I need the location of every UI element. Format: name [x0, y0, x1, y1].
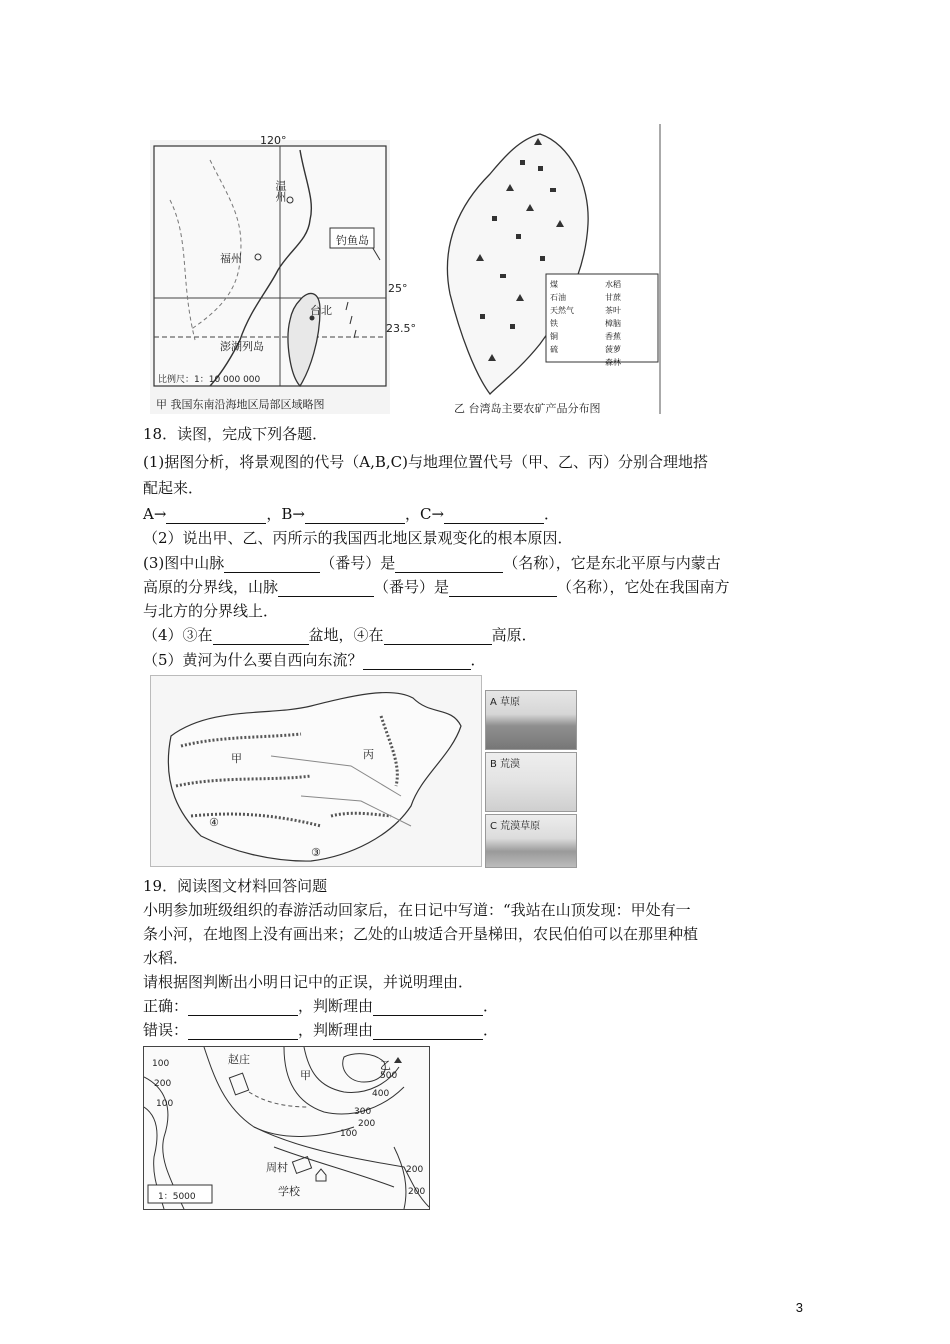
map-a-caption: 甲 我国东南沿海地区局部区域略图 [156, 398, 325, 411]
legend-item: 煤 [550, 280, 558, 289]
china-label-3: ③ [311, 846, 321, 859]
q19-correct-line: 正确： ，判断理由 ． [143, 997, 499, 1015]
photo-b-label: B 荒漠 [490, 759, 521, 770]
q18-p3-line2: 高原的分界线，山脉 （番号）是 （名称），它处在我国南方 [143, 578, 730, 596]
taiwan-drawing [420, 124, 662, 414]
contour-map [143, 1046, 430, 1210]
contour-100-a: 100 [152, 1059, 170, 1069]
lon-label-120: 120° [260, 134, 287, 147]
contour-200-a: 200 [154, 1079, 172, 1089]
q19-p1-line2: 条小河，在地图上没有画出来；乙处的山坡适合开垦梯田，农民伯伯可以在那里种植 [143, 925, 699, 943]
village-zhoucun: 周村 [266, 1161, 288, 1174]
taiwan-legend [550, 278, 656, 369]
lat-label-25: 25° [388, 282, 408, 295]
q19-wrong-line: 错误： ，判断理由 ． [143, 1021, 499, 1039]
q18-p5: （5）黄河为什么要自西向东流？ ． [143, 651, 486, 669]
china-label-jia: 甲 [231, 752, 242, 765]
contour-400: 400 [372, 1089, 390, 1099]
q18-p4: （4）③在 盆地，④在 高原． [143, 626, 537, 644]
legend-item: 香蕉 [605, 332, 621, 341]
photo-a-label: A 草原 [490, 697, 521, 708]
china-map-drawing [151, 676, 481, 866]
blank-mountain-1-number[interactable] [224, 557, 320, 573]
photo-grassland [485, 690, 577, 750]
legend-item: 茶叶 [605, 306, 621, 315]
contour-map-scale: 1：5000 [158, 1192, 196, 1202]
legend-item: 铁 [550, 319, 558, 328]
label-b: ，B→ [266, 505, 305, 523]
map-b-caption: 乙 台湾岛主要农矿产品分布图 [454, 402, 601, 415]
china-map [150, 675, 482, 867]
label-a: A→ [143, 505, 167, 523]
map-southeast-coast [150, 134, 416, 414]
blank-correct[interactable] [188, 1000, 298, 1016]
legend-item: 硫 [550, 345, 558, 354]
legend-item: 甘蔗 [605, 293, 621, 302]
city-taipei: 台北 [310, 304, 332, 317]
lat-label-23-5: 23.5° [386, 322, 416, 335]
blank-a[interactable] [166, 508, 266, 524]
contour-100-b: 100 [156, 1099, 174, 1109]
page-number: 3 [795, 1300, 803, 1315]
contour-300: 300 [354, 1107, 372, 1117]
legend-item: 天然气 [550, 306, 574, 315]
city-fuzhou: 福州 [220, 252, 242, 265]
china-label-4: ④ [209, 816, 219, 829]
china-label-bing: 丙 [363, 748, 374, 761]
point-yi: 乙 [380, 1059, 391, 1072]
contour-200-c: 200 [406, 1165, 424, 1175]
city-wenzhou: 温州 [274, 180, 287, 202]
q18-p1-line1: (1)据图分析，将景观图的代号（A,B,C)与地理位置代号（甲、乙、丙）分别合理地搭 [143, 453, 708, 471]
blank-mountain-2-name[interactable] [449, 581, 557, 597]
q18-p2: （2）说出甲、乙、丙所示的我国西北地区景观变化的根本原因． [143, 529, 573, 547]
blank-basin[interactable] [213, 629, 309, 645]
contour-200-b: 200 [358, 1119, 376, 1129]
blank-wrong-reason[interactable] [373, 1024, 483, 1040]
map-taiwan-products [420, 124, 662, 414]
contour-500: 500 [380, 1071, 398, 1081]
q18-p1-line2: 配起来． [143, 479, 204, 497]
photo-desert-grassland [485, 814, 577, 868]
q18-p3-line3: 与北方的分界线上． [143, 602, 279, 620]
blank-yellow-river[interactable] [363, 654, 471, 670]
contour-100-c: 100 [340, 1129, 358, 1139]
village-zhaozhuang: 赵庄 [228, 1053, 250, 1066]
legend-item: 樟脑 [605, 319, 621, 328]
diaoyu-island-label: 钓鱼岛 [336, 234, 369, 247]
q19-p1-line3: 水稻． [143, 949, 189, 967]
blank-wrong[interactable] [188, 1024, 298, 1040]
photo-c-label: C 荒漠草原 [490, 821, 541, 832]
q18-title: 18．读图，完成下列各题． [143, 425, 328, 443]
legend-item: 铜 [550, 332, 558, 341]
blank-c[interactable] [444, 508, 544, 524]
penghu-islands-label: 澎湖列岛 [220, 340, 264, 353]
q18-match-line: A→ ，B→ ，C→ ． [143, 505, 560, 523]
contour-200-d: 200 [408, 1187, 426, 1197]
legend-item: 石油 [550, 293, 566, 302]
legend-item: 森林 [605, 358, 621, 367]
point-jia: 甲 [300, 1069, 311, 1082]
blank-correct-reason[interactable] [373, 1000, 483, 1016]
q19-title: 19．阅读图文材料回答问题 [143, 877, 328, 895]
blank-mountain-2-number[interactable] [278, 581, 374, 597]
label-c: ，C→ [405, 505, 445, 523]
legend-item: 水稻 [605, 280, 621, 289]
map-scale: 比例尺：1：10 000 000 [158, 375, 261, 385]
q19-p1-line1: 小明参加班级组织的春游活动回家后，在日记中写道：“我站在山顶发现：甲处有一 [143, 901, 691, 919]
photo-desert [485, 752, 577, 812]
q19-p2: 请根据图判断出小明日记中的正误，并说明理由． [143, 973, 474, 991]
legend-item: 菠萝 [605, 345, 621, 354]
q18-p3-line1: (3)图中山脉 （番号）是 （名称），它是东北平原与内蒙古 [143, 554, 721, 572]
blank-mountain-1-name[interactable] [395, 557, 503, 573]
school-label: 学校 [278, 1185, 300, 1198]
blank-plateau[interactable] [384, 629, 492, 645]
blank-b[interactable] [305, 508, 405, 524]
